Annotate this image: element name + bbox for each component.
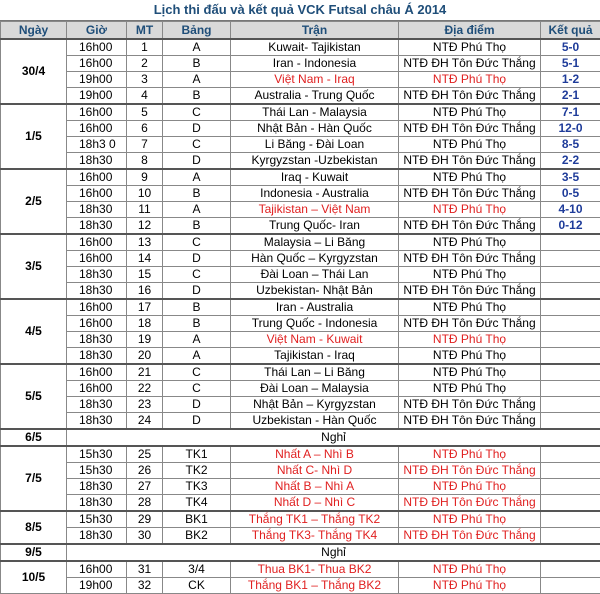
time-cell: 16h00 xyxy=(67,234,127,251)
venue-cell: NTĐ ĐH Tôn Đức Thắng xyxy=(399,528,541,545)
time-cell: 18h30 xyxy=(67,495,127,512)
group-cell: D xyxy=(163,397,231,413)
result-cell xyxy=(541,332,600,348)
time-cell: 18h30 xyxy=(67,283,127,300)
venue-cell: NTĐ ĐH Tôn Đức Thắng xyxy=(399,88,541,105)
result-cell: 7-1 xyxy=(541,104,600,121)
mt-cell: 32 xyxy=(127,578,163,594)
schedule-body xyxy=(1,39,600,594)
match-row xyxy=(1,528,600,545)
match-row xyxy=(1,169,600,186)
group-cell: TK3 xyxy=(163,479,231,495)
result-cell xyxy=(541,528,600,545)
result-cell xyxy=(541,413,600,430)
venue-cell: NTĐ Phú Thọ xyxy=(399,348,541,365)
mt-cell: 31 xyxy=(127,561,163,578)
venue-cell: NTĐ ĐH Tôn Đức Thắng xyxy=(399,186,541,202)
result-cell: 1-2 xyxy=(541,72,600,88)
mt-cell: 1 xyxy=(127,39,163,56)
day-cell: 4/5 xyxy=(1,299,67,364)
venue-cell: NTĐ Phú Thọ xyxy=(399,39,541,56)
mt-cell: 24 xyxy=(127,413,163,430)
match-cell: Kyrgyzstan -Uzbekistan xyxy=(231,153,399,170)
match-cell: Li Băng - Đài Loan xyxy=(231,137,399,153)
match-row xyxy=(1,234,600,251)
result-cell xyxy=(541,316,600,332)
group-cell: D xyxy=(163,251,231,267)
venue-cell: NTĐ Phú Thọ xyxy=(399,332,541,348)
match-cell: Uzbekistan - Hàn Quốc xyxy=(231,413,399,430)
venue-cell: NTĐ ĐH Tôn Đức Thắng xyxy=(399,121,541,137)
match-cell: Đài Loan – Malaysia xyxy=(231,381,399,397)
header-result: Kết quả xyxy=(541,22,600,40)
header-time: Giờ xyxy=(67,22,127,40)
match-cell: Malaysia – Li Băng xyxy=(231,234,399,251)
match-row xyxy=(1,381,600,397)
group-cell: TK1 xyxy=(163,446,231,463)
day-cell: 7/5 xyxy=(1,446,67,511)
day-cell: 30/4 xyxy=(1,39,67,104)
group-cell: C xyxy=(163,381,231,397)
result-cell: 2-1 xyxy=(541,88,600,105)
result-cell xyxy=(541,251,600,267)
match-row xyxy=(1,218,600,235)
mt-cell: 30 xyxy=(127,528,163,545)
venue-cell: NTĐ Phú Thọ xyxy=(399,511,541,528)
match-row xyxy=(1,348,600,365)
group-cell: C xyxy=(163,364,231,381)
venue-cell: NTĐ Phú Thọ xyxy=(399,561,541,578)
result-cell xyxy=(541,561,600,578)
mt-cell: 10 xyxy=(127,186,163,202)
match-cell: Tajikistan - Iraq xyxy=(231,348,399,365)
match-cell: Đài Loan – Thái Lan xyxy=(231,267,399,283)
time-cell: 18h30 xyxy=(67,267,127,283)
time-cell: 19h00 xyxy=(67,578,127,594)
time-cell: 18h30 xyxy=(67,528,127,545)
venue-cell: NTĐ ĐH Tôn Đức Thắng xyxy=(399,153,541,170)
time-cell: 18h30 xyxy=(67,153,127,170)
match-row xyxy=(1,137,600,153)
mt-cell: 17 xyxy=(127,299,163,316)
result-cell xyxy=(541,495,600,512)
time-cell: 18h30 xyxy=(67,413,127,430)
result-cell: 4-10 xyxy=(541,202,600,218)
result-cell xyxy=(541,348,600,365)
mt-cell: 12 xyxy=(127,218,163,235)
result-cell: 8-5 xyxy=(541,137,600,153)
match-row xyxy=(1,299,600,316)
match-cell: Nhất B – Nhì A xyxy=(231,479,399,495)
time-cell: 18h30 xyxy=(67,332,127,348)
match-cell: Thái Lan - Malaysia xyxy=(231,104,399,121)
group-cell: C xyxy=(163,267,231,283)
time-cell: 16h00 xyxy=(67,561,127,578)
mt-cell: 11 xyxy=(127,202,163,218)
group-cell: TK4 xyxy=(163,495,231,512)
result-cell: 2-2 xyxy=(541,153,600,170)
venue-cell: NTĐ Phú Thọ xyxy=(399,381,541,397)
group-cell: A xyxy=(163,39,231,56)
result-cell xyxy=(541,446,600,463)
match-cell: Thua BK1- Thua BK2 xyxy=(231,561,399,578)
group-cell: C xyxy=(163,234,231,251)
venue-cell: NTĐ Phú Thọ xyxy=(399,479,541,495)
group-cell: BK2 xyxy=(163,528,231,545)
venue-cell: NTĐ Phú Thọ xyxy=(399,169,541,186)
mt-cell: 26 xyxy=(127,463,163,479)
venue-cell: NTĐ Phú Thọ xyxy=(399,137,541,153)
venue-cell: NTĐ ĐH Tôn Đức Thắng xyxy=(399,251,541,267)
header-day: Ngày xyxy=(1,22,67,40)
group-cell: D xyxy=(163,121,231,137)
group-cell: TK2 xyxy=(163,463,231,479)
match-row xyxy=(1,463,600,479)
group-cell: B xyxy=(163,218,231,235)
result-cell xyxy=(541,299,600,316)
day-cell: 8/5 xyxy=(1,511,67,544)
result-cell xyxy=(541,283,600,300)
day-cell: 10/5 xyxy=(1,561,67,594)
match-cell: Nhất C- Nhì D xyxy=(231,463,399,479)
match-row xyxy=(1,121,600,137)
header-mt: MT xyxy=(127,22,163,40)
day-cell: 1/5 xyxy=(1,104,67,169)
time-cell: 16h00 xyxy=(67,39,127,56)
header-match: Trận xyxy=(231,22,399,40)
group-cell: D xyxy=(163,153,231,170)
mt-cell: 27 xyxy=(127,479,163,495)
match-cell: Australia - Trung Quốc xyxy=(231,88,399,105)
time-cell: 16h00 xyxy=(67,364,127,381)
match-row xyxy=(1,479,600,495)
match-row xyxy=(1,495,600,512)
time-cell: 16h00 xyxy=(67,56,127,72)
match-row xyxy=(1,267,600,283)
time-cell: 16h00 xyxy=(67,169,127,186)
day-cell: 5/5 xyxy=(1,364,67,429)
result-cell xyxy=(541,397,600,413)
day-cell: 9/5 xyxy=(1,544,67,561)
result-cell xyxy=(541,511,600,528)
result-cell: 0-5 xyxy=(541,186,600,202)
time-cell: 15h30 xyxy=(67,463,127,479)
mt-cell: 19 xyxy=(127,332,163,348)
group-cell: A xyxy=(163,202,231,218)
mt-cell: 25 xyxy=(127,446,163,463)
time-cell: 16h00 xyxy=(67,251,127,267)
time-cell: 19h00 xyxy=(67,72,127,88)
group-cell: A xyxy=(163,348,231,365)
result-cell xyxy=(541,578,600,594)
venue-cell: NTĐ ĐH Tôn Đức Thắng xyxy=(399,463,541,479)
time-cell: 19h00 xyxy=(67,88,127,105)
match-cell: Thắng TK3- Thắng TK4 xyxy=(231,528,399,545)
time-cell: 16h00 xyxy=(67,316,127,332)
match-row xyxy=(1,104,600,121)
mt-cell: 13 xyxy=(127,234,163,251)
venue-cell: NTĐ ĐH Tôn Đức Thắng xyxy=(399,316,541,332)
venue-cell: NTĐ ĐH Tôn Đức Thắng xyxy=(399,413,541,430)
match-cell: Trung Quốc - Indonesia xyxy=(231,316,399,332)
match-row xyxy=(1,561,600,578)
venue-cell: NTĐ ĐH Tôn Đức Thắng xyxy=(399,283,541,300)
venue-cell: NTĐ ĐH Tôn Đức Thắng xyxy=(399,495,541,512)
match-cell: Hàn Quốc – Kyrgyzstan xyxy=(231,251,399,267)
venue-cell: NTĐ Phú Thọ xyxy=(399,446,541,463)
mt-cell: 2 xyxy=(127,56,163,72)
match-row xyxy=(1,413,600,430)
match-row xyxy=(1,251,600,267)
rest-label: Nghỉ xyxy=(67,544,600,561)
time-cell: 18h30 xyxy=(67,202,127,218)
group-cell: CK xyxy=(163,578,231,594)
match-cell: Iraq - Kuwait xyxy=(231,169,399,186)
day-cell: 6/5 xyxy=(1,429,67,446)
group-cell: B xyxy=(163,88,231,105)
venue-cell: NTĐ Phú Thọ xyxy=(399,364,541,381)
mt-cell: 16 xyxy=(127,283,163,300)
venue-cell: NTĐ Phú Thọ xyxy=(399,267,541,283)
match-row xyxy=(1,39,600,56)
time-cell: 16h00 xyxy=(67,121,127,137)
time-cell: 18h30 xyxy=(67,348,127,365)
mt-cell: 23 xyxy=(127,397,163,413)
match-cell: Iran - Indonesia xyxy=(231,56,399,72)
match-cell: Tajikistan – Việt Nam xyxy=(231,202,399,218)
mt-cell: 22 xyxy=(127,381,163,397)
page-title: Lịch thi đấu và kết quả VCK Futsal châu Á 2014 xyxy=(0,0,600,21)
match-cell: Nhất D – Nhì C xyxy=(231,495,399,512)
mt-cell: 29 xyxy=(127,511,163,528)
result-cell: 3-5 xyxy=(541,169,600,186)
match-cell: Nhật Bản – Kyrgyzstan xyxy=(231,397,399,413)
time-cell: 15h30 xyxy=(67,511,127,528)
result-cell xyxy=(541,381,600,397)
match-cell: Thái Lan – Li Băng xyxy=(231,364,399,381)
mt-cell: 21 xyxy=(127,364,163,381)
group-cell: D xyxy=(163,283,231,300)
match-row xyxy=(1,186,600,202)
match-cell: Thắng TK1 – Thắng TK2 xyxy=(231,511,399,528)
match-row xyxy=(1,397,600,413)
match-row xyxy=(1,332,600,348)
rest-day-row xyxy=(1,544,600,561)
rest-day-row xyxy=(1,429,600,446)
mt-cell: 18 xyxy=(127,316,163,332)
group-cell: B xyxy=(163,316,231,332)
mt-cell: 6 xyxy=(127,121,163,137)
mt-cell: 9 xyxy=(127,169,163,186)
result-cell xyxy=(541,479,600,495)
result-cell: 5-0 xyxy=(541,39,600,56)
match-cell: Nhật Bản - Hàn Quốc xyxy=(231,121,399,137)
group-cell: C xyxy=(163,104,231,121)
day-cell: 3/5 xyxy=(1,234,67,299)
time-cell: 18h30 xyxy=(67,479,127,495)
group-cell: C xyxy=(163,137,231,153)
match-cell: Uzbekistan- Nhật Bản xyxy=(231,283,399,300)
header-group: Bảng xyxy=(163,22,231,40)
group-cell: A xyxy=(163,72,231,88)
mt-cell: 7 xyxy=(127,137,163,153)
group-cell: BK1 xyxy=(163,511,231,528)
header-venue: Địa điểm xyxy=(399,22,541,40)
time-cell: 18h3 0 xyxy=(67,137,127,153)
match-row xyxy=(1,153,600,170)
match-row xyxy=(1,511,600,528)
mt-cell: 14 xyxy=(127,251,163,267)
result-cell xyxy=(541,267,600,283)
mt-cell: 4 xyxy=(127,88,163,105)
group-cell: B xyxy=(163,299,231,316)
header-row xyxy=(1,22,600,40)
match-cell: Nhất A – Nhì B xyxy=(231,446,399,463)
group-cell: B xyxy=(163,186,231,202)
venue-cell: NTĐ Phú Thọ xyxy=(399,72,541,88)
match-cell: Iran - Australia xyxy=(231,299,399,316)
time-cell: 16h00 xyxy=(67,299,127,316)
time-cell: 18h30 xyxy=(67,218,127,235)
match-cell: Thắng BK1 – Thắng BK2 xyxy=(231,578,399,594)
match-row xyxy=(1,72,600,88)
venue-cell: NTĐ Phú Thọ xyxy=(399,234,541,251)
match-row xyxy=(1,283,600,300)
mt-cell: 15 xyxy=(127,267,163,283)
match-cell: Trung Quốc- Iran xyxy=(231,218,399,235)
result-cell: 12-0 xyxy=(541,121,600,137)
mt-cell: 20 xyxy=(127,348,163,365)
match-row xyxy=(1,316,600,332)
venue-cell: NTĐ ĐH Tôn Đức Thắng xyxy=(399,218,541,235)
time-cell: 15h30 xyxy=(67,446,127,463)
venue-cell: NTĐ Phú Thọ xyxy=(399,202,541,218)
time-cell: 16h00 xyxy=(67,186,127,202)
mt-cell: 3 xyxy=(127,72,163,88)
mt-cell: 5 xyxy=(127,104,163,121)
group-cell: A xyxy=(163,169,231,186)
result-cell: 0-12 xyxy=(541,218,600,235)
match-row xyxy=(1,364,600,381)
venue-cell: NTĐ ĐH Tôn Đức Thắng xyxy=(399,56,541,72)
match-row xyxy=(1,578,600,594)
group-cell: A xyxy=(163,332,231,348)
match-row xyxy=(1,56,600,72)
result-cell xyxy=(541,463,600,479)
rest-label: Nghỉ xyxy=(67,429,600,446)
match-cell: Indonesia - Australia xyxy=(231,186,399,202)
venue-cell: NTĐ Phú Thọ xyxy=(399,578,541,594)
mt-cell: 28 xyxy=(127,495,163,512)
time-cell: 16h00 xyxy=(67,381,127,397)
mt-cell: 8 xyxy=(127,153,163,170)
match-cell: Kuwait- Tajikistan xyxy=(231,39,399,56)
group-cell: 3/4 xyxy=(163,561,231,578)
result-cell: 5-1 xyxy=(541,56,600,72)
group-cell: B xyxy=(163,56,231,72)
schedule-table xyxy=(0,21,600,594)
match-cell: Việt Nam - Kuwait xyxy=(231,332,399,348)
venue-cell: NTĐ Phú Thọ xyxy=(399,299,541,316)
day-cell: 2/5 xyxy=(1,169,67,234)
venue-cell: NTĐ ĐH Tôn Đức Thắng xyxy=(399,397,541,413)
venue-cell: NTĐ Phú Thọ xyxy=(399,104,541,121)
match-row xyxy=(1,88,600,105)
match-cell: Việt Nam - Iraq xyxy=(231,72,399,88)
time-cell: 16h00 xyxy=(67,104,127,121)
time-cell: 18h30 xyxy=(67,397,127,413)
group-cell: D xyxy=(163,413,231,430)
match-row xyxy=(1,202,600,218)
match-row xyxy=(1,446,600,463)
result-cell xyxy=(541,234,600,251)
result-cell xyxy=(541,364,600,381)
